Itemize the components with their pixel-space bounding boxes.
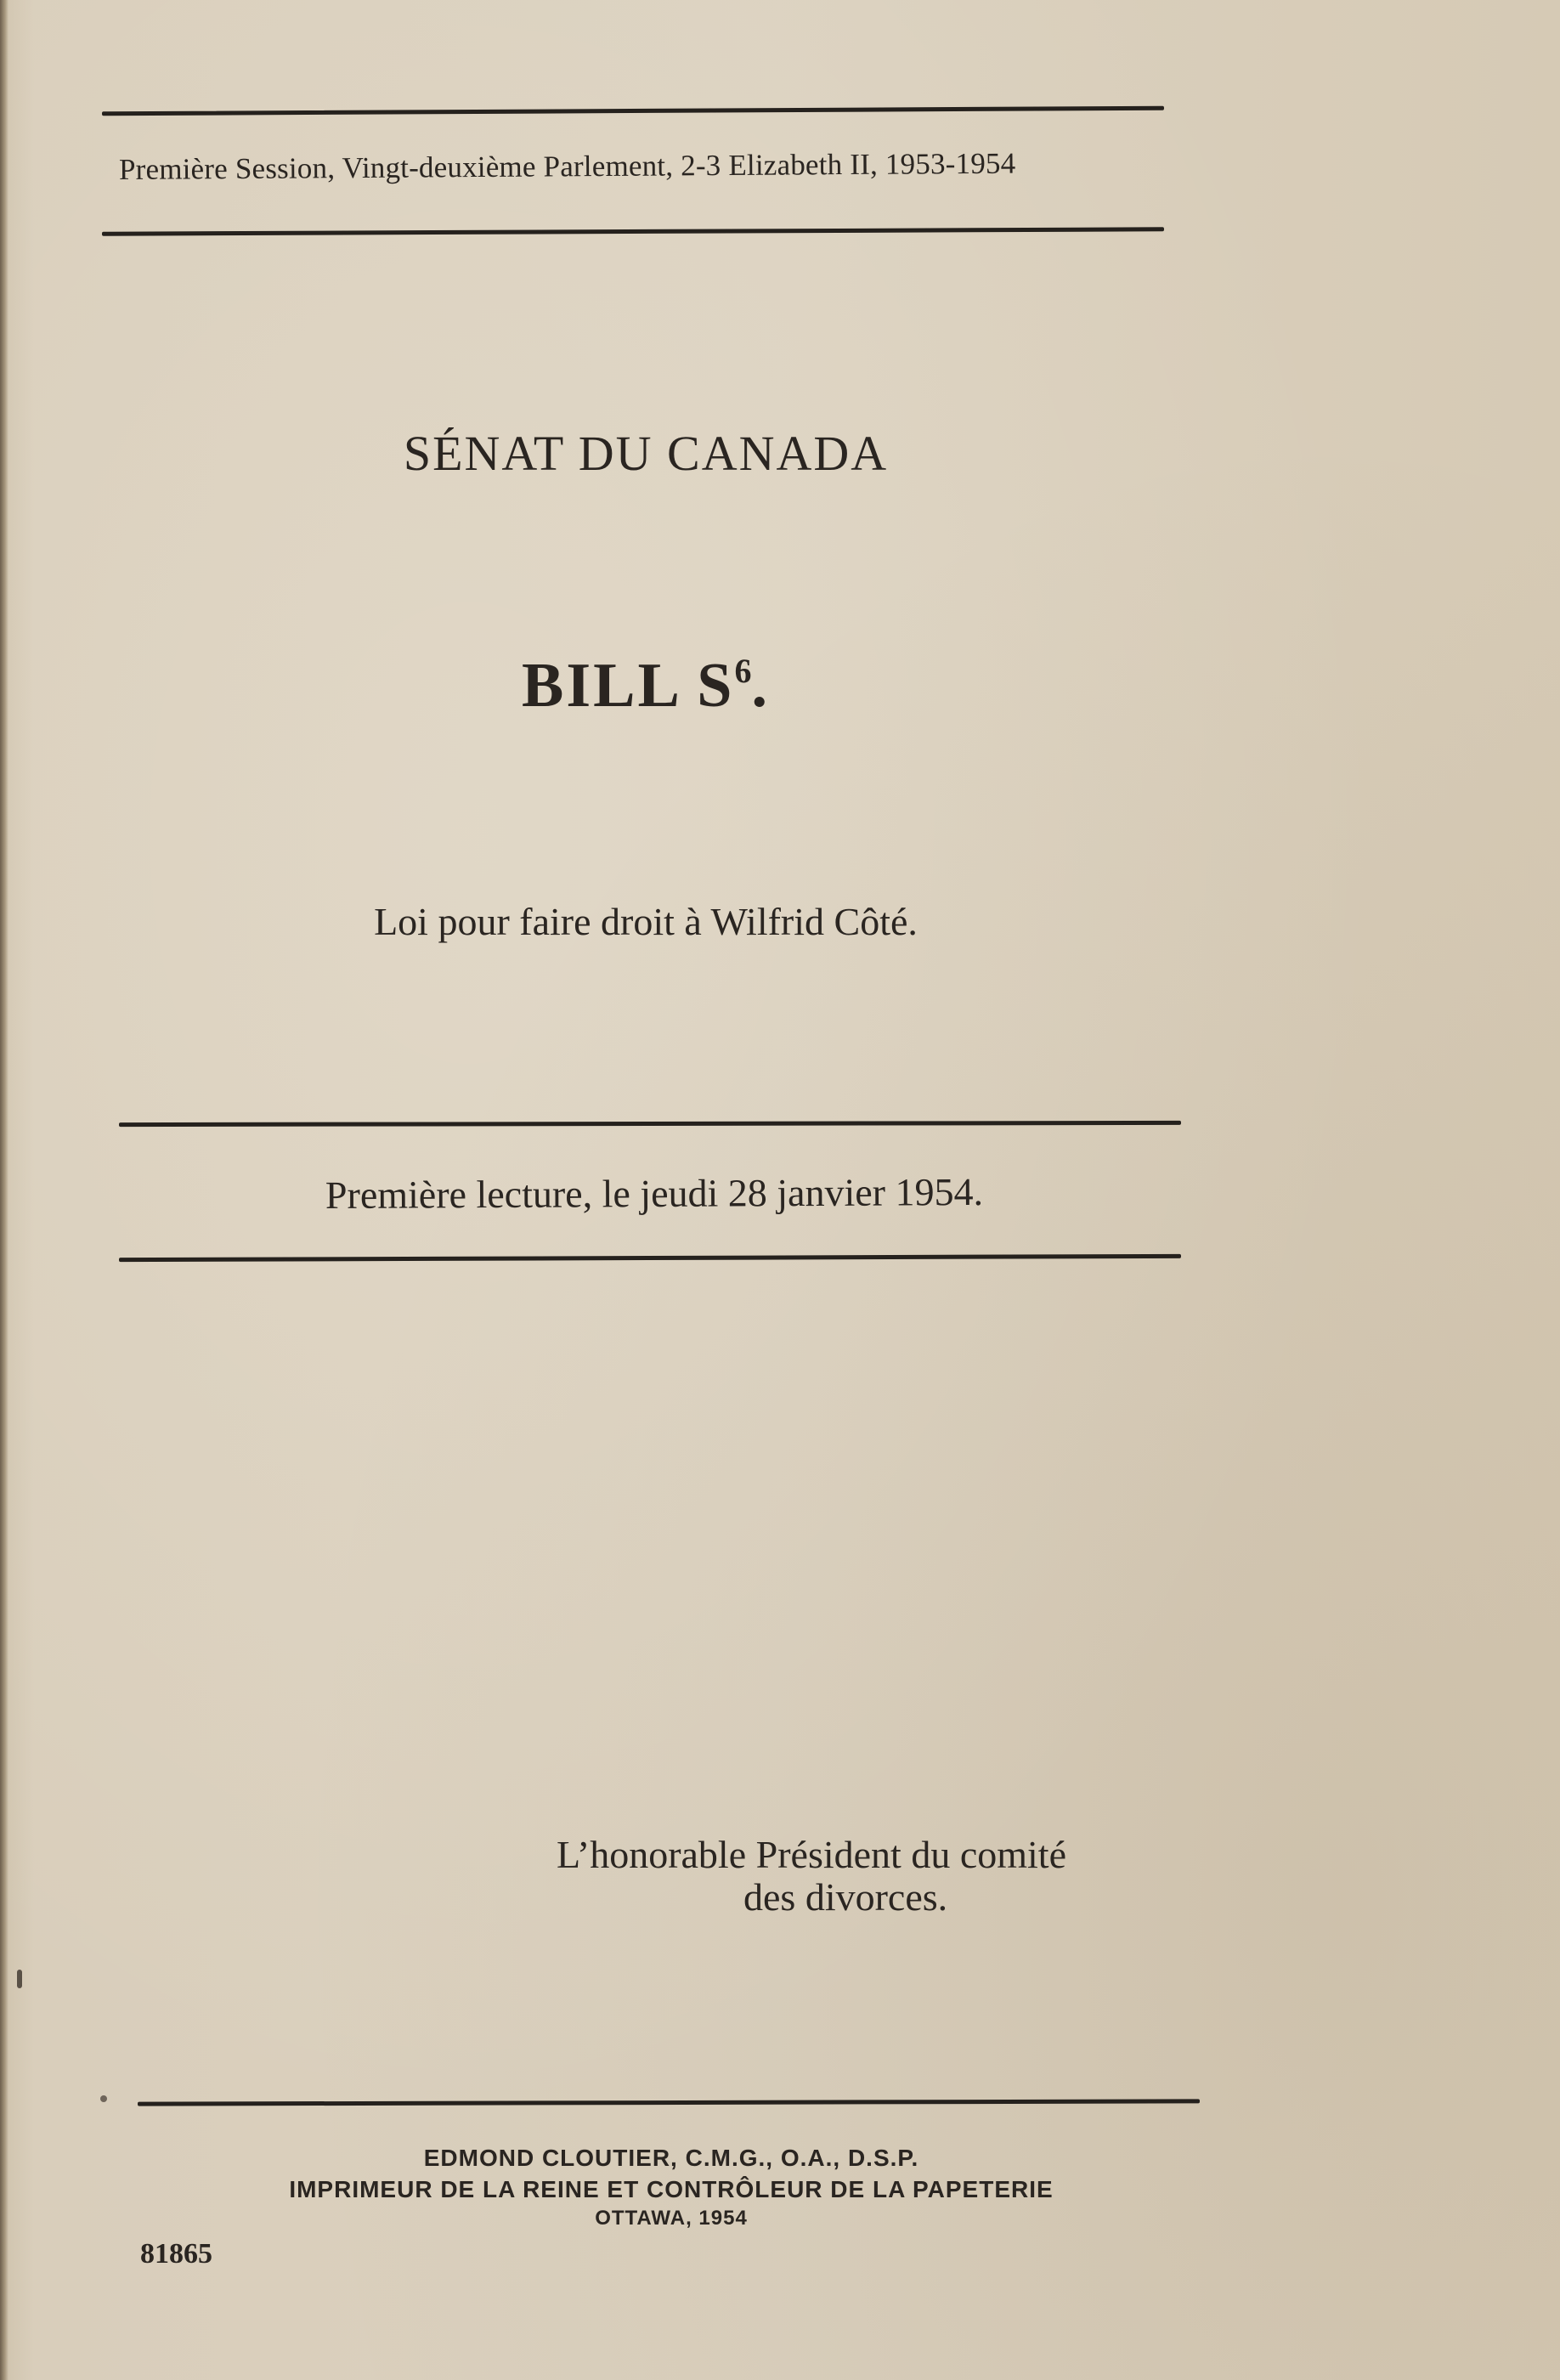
header-bottom-rule [102,227,1164,235]
first-reading-date: Première lecture, le jeudi 28 janvier 1954. [325,1169,984,1218]
printer-location-year: OTTAWA, 1954 [595,2207,748,2230]
header-top-rule [102,106,1164,116]
sponsor-line-1: L’honorable Président du comité [557,1833,1066,1876]
reading-bottom-rule [119,1254,1181,1262]
bill-number-heading [0,650,1292,722]
imprint-top-rule [138,2099,1200,2106]
reading-top-rule [119,1121,1181,1127]
paper-speck [17,1970,22,1988]
bill-prefix: BILL S [522,651,735,721]
bill-number-superscript: 6 [734,652,752,690]
sponsor-block [557,1834,1168,1919]
printer-name: EDMOND CLOUTIER, C.M.G., O.A., D.S.P. [423,2145,919,2171]
chamber-title: SÉNAT DU CANADA [403,426,889,481]
session-header: Première Session, Vingt-deuxième Parlement, 2-3 Elizabeth II, 1953-1954 [118,146,1016,186]
sponsor-line-2: des divorces. [743,1875,948,1919]
bill-title: Loi pour faire droit à Wilfrid Côté. [374,900,918,943]
paper-speck [100,2095,107,2102]
bill-suffix: . [751,651,770,721]
printer-title: IMPRIMEUR DE LA REINE ET CONTRÔLEUR DE LA PAPETERIE [289,2176,1054,2202]
print-job-number: 81865 [140,2238,212,2270]
